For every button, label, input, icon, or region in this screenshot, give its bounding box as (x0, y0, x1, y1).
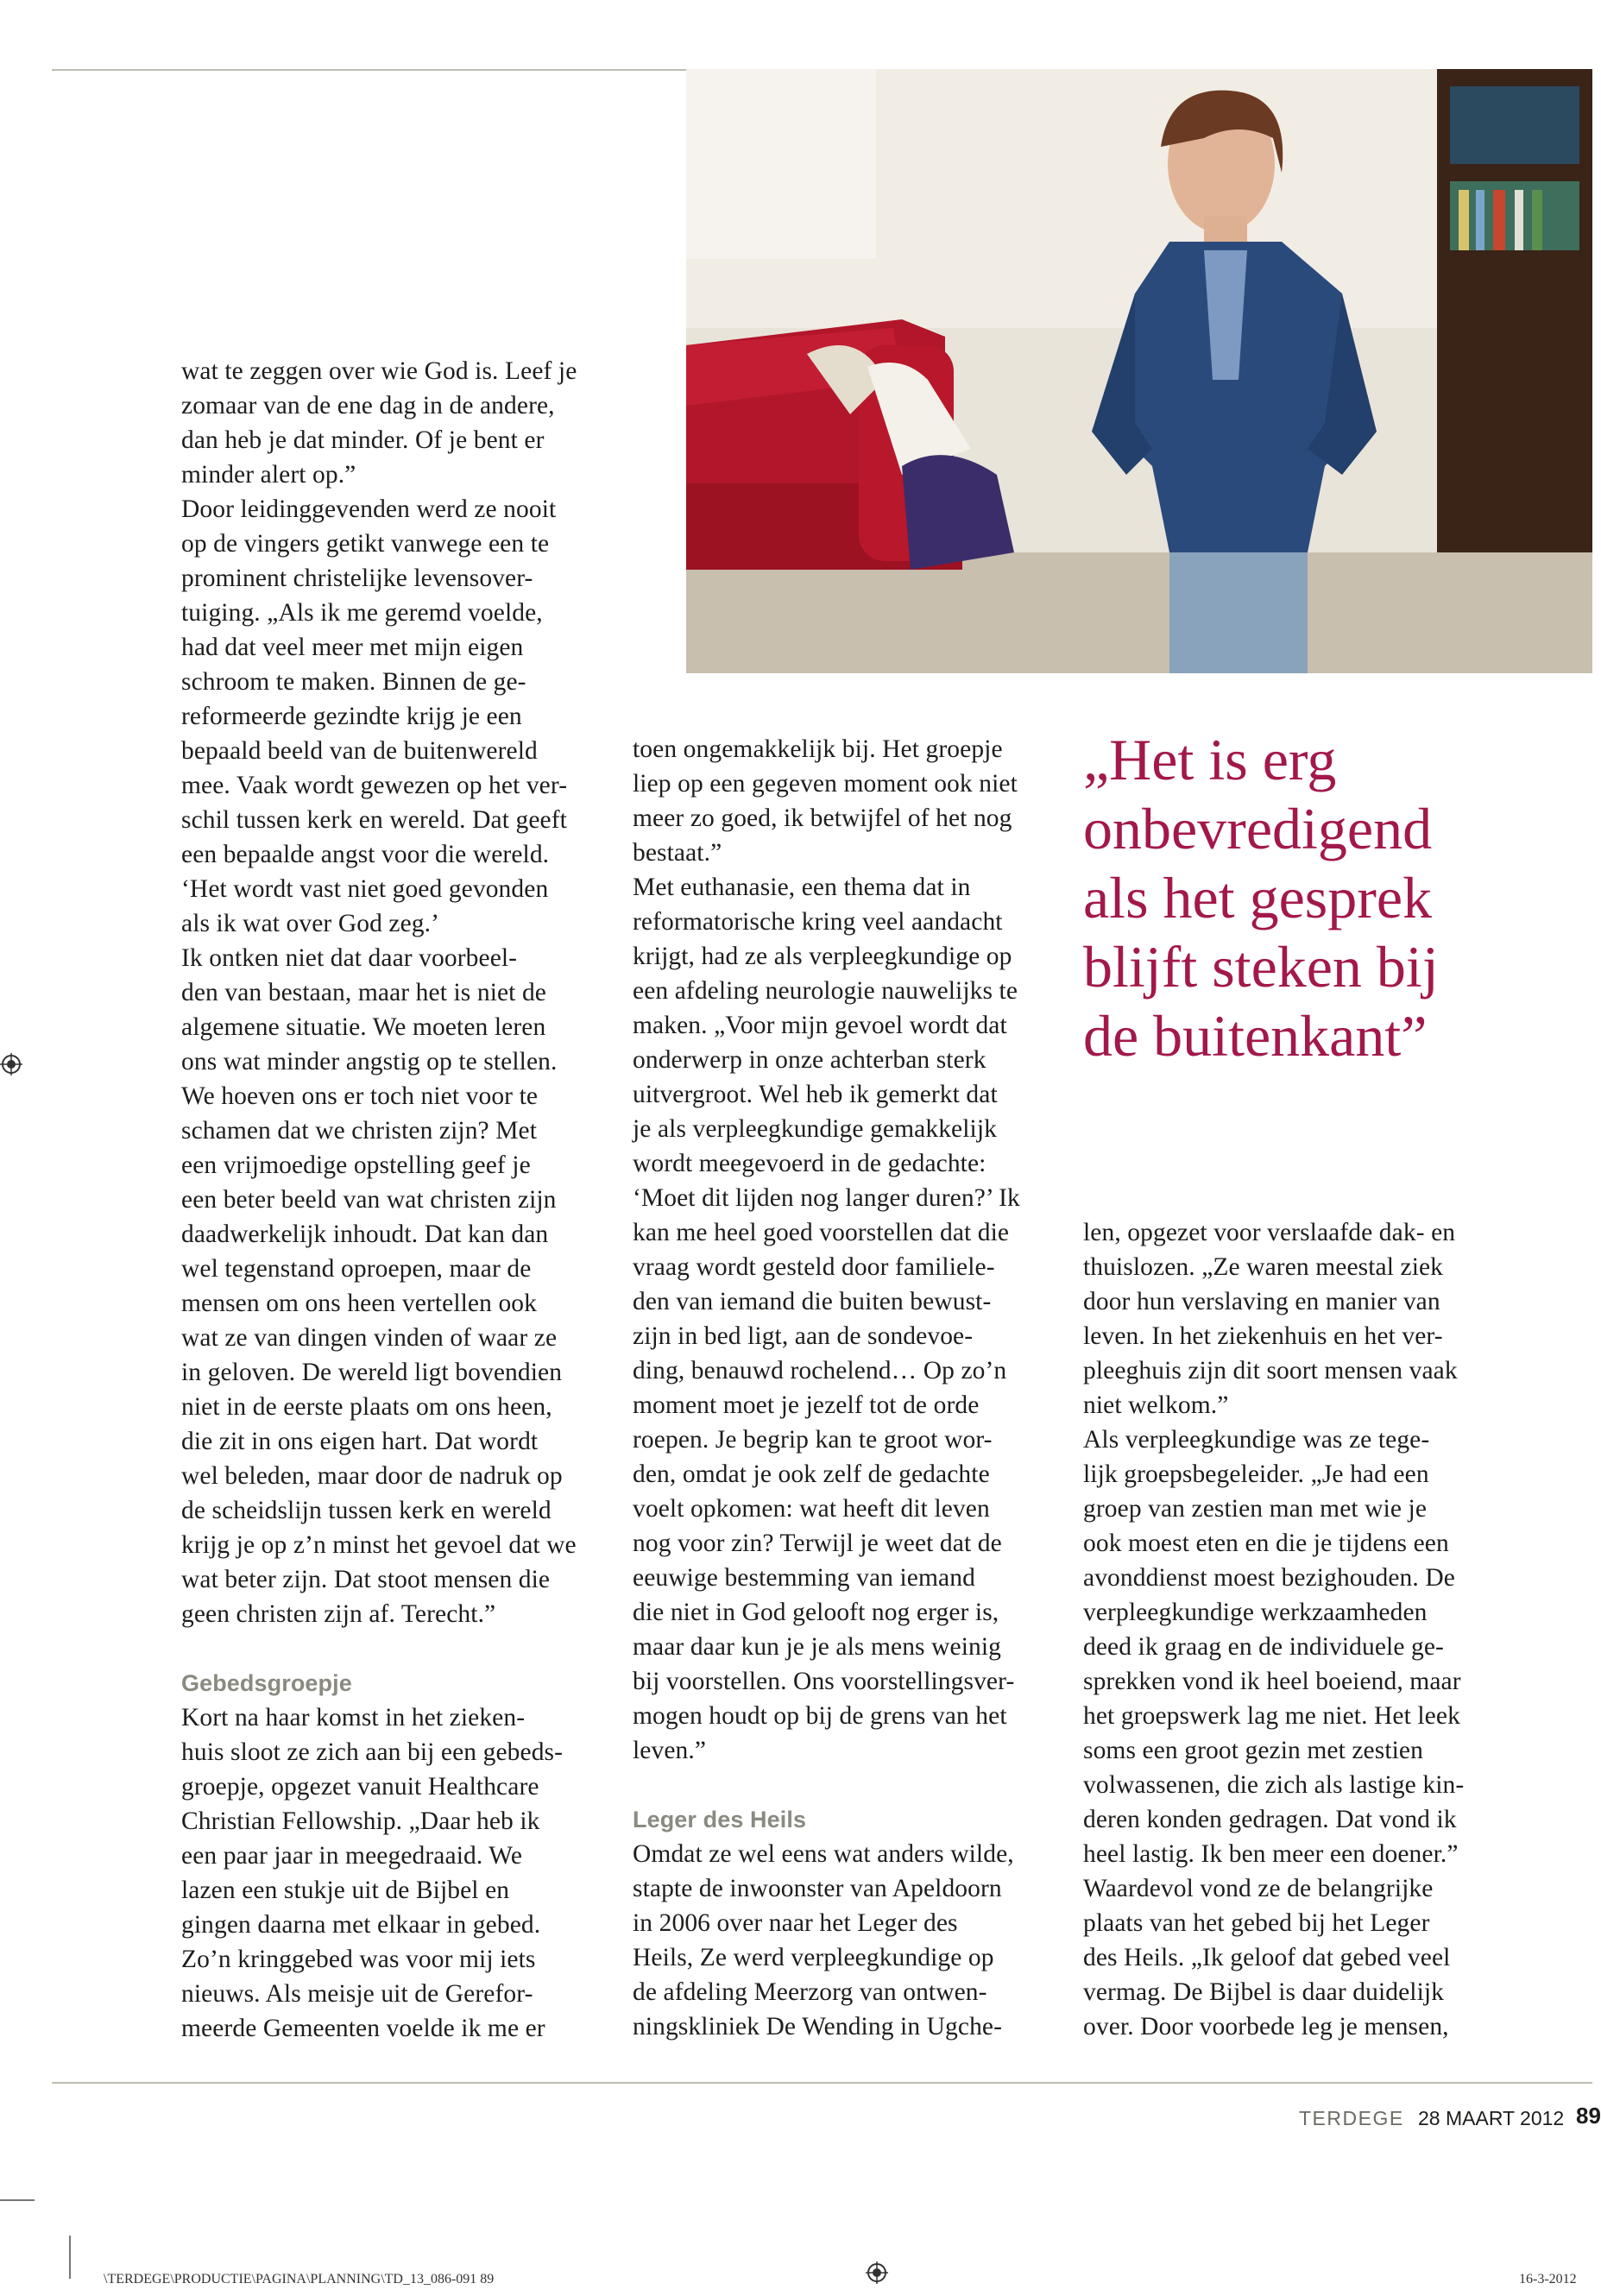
body-text-line: Als verpleegkundige was ze tege- (1083, 1426, 1430, 1454)
body-text-line: wel tegenstand oproepen, maar de (181, 1255, 532, 1283)
body-text-line: Omdat ze wel eens wat anders wilde, (633, 1840, 1014, 1868)
body-text-line: minder alert op.” (181, 461, 356, 489)
body-text-line: liep op een gegeven moment ook niet (633, 770, 1018, 798)
pull-quote (1083, 725, 1439, 1070)
body-text-line: len, opgezet voor verslaafde dak- en (1083, 1219, 1456, 1246)
body-text-line: ‘Moet dit lijden nog langer duren?’ Ik (633, 1184, 1020, 1212)
body-text-line: de scheidslijn tussen kerk en wereld (181, 1497, 552, 1524)
body-text-line: algemene situatie. We moeten leren (181, 1013, 546, 1041)
pull-quote-line: onbevredigend (1083, 796, 1433, 861)
body-text-line: het groepswerk lag me niet. Het leek (1083, 1702, 1460, 1730)
article-photo (686, 69, 1592, 673)
body-text-line: een vrijmoedige opstelling geef je (181, 1151, 531, 1179)
body-text-line: Zo’n kringgebed was voor mij iets (181, 1946, 536, 1973)
body-text-line: nieuws. Als meisje uit de Gerefor- (181, 1980, 533, 2008)
body-text-line: wordt meegevoerd in de gedachte: (633, 1150, 986, 1177)
body-text-line: krijg je op z’n minst het gevoel dat we (181, 1531, 577, 1559)
body-text-line: We hoeven ons er toch niet voor te (181, 1082, 539, 1110)
body-text-line: groep van zestien man met wie je (1083, 1495, 1428, 1523)
body-text-line: soms een groot gezin met zestien (1083, 1737, 1423, 1764)
body-text-line: zomaar van de ene dag in de andere, (181, 392, 555, 419)
body-text-line: door hun verslaving en manier van (1083, 1288, 1440, 1315)
pull-quote-line: „Het is erg (1083, 727, 1337, 792)
body-text-line: des Heils. „Ik geloof dat gebed veel (1083, 1944, 1451, 1971)
body-text-line: wat te zeggen over wie God is. Leef je (181, 357, 577, 385)
body-text-line: gingen daarna met elkaar in gebed. (181, 1911, 541, 1939)
pull-quote-line: als het gesprek (1083, 865, 1433, 930)
body-text-line: een bepaalde angst voor die wereld. (181, 841, 550, 868)
subheading-leger-des-heils: Leger des Heils (633, 1807, 807, 1832)
body-text-line: vermag. De Bijbel is daar duidelijk (1083, 1978, 1445, 2006)
body-text-line: een afdeling neurologie nauwelijks te (633, 977, 1018, 1005)
pull-quote-line: blijft steken bij (1083, 934, 1439, 1000)
body-text-line: ‘Het wordt vast niet goed gevonden (181, 875, 549, 903)
body-text-line: huis sloot ze zich aan bij een gebeds- (181, 1738, 564, 1766)
body-text-line: leven. In het ziekenhuis en het ver- (1083, 1322, 1443, 1350)
body-text-line: niet welkom.” (1083, 1391, 1229, 1419)
body-text-line: Met euthanasie, een thema dat in (633, 874, 971, 901)
body-text-line: de afdeling Meerzorg van ontwen- (633, 1978, 987, 2006)
body-text-line: Door leidinggevenden werd ze nooit (181, 495, 557, 523)
body-text-line: maken. „Voor mijn gevoel wordt dat (633, 1012, 1007, 1039)
body-text-line: reformatorische kring veel aandacht (633, 908, 1003, 936)
body-text-line: thuislozen. „Ze waren meestal ziek (1083, 1253, 1444, 1281)
body-text-line: stapte de inwoonster van Apeldoorn (633, 1875, 1002, 1902)
body-text-line: bepaald beeld van de buitenwereld (181, 737, 538, 765)
body-text-line: lazen een stukje uit de Bijbel en (181, 1877, 510, 1904)
body-text-line: Christian Fellowship. „Daar heb ik (181, 1807, 540, 1835)
body-text-line: geen christen zijn af. Terecht.” (181, 1600, 496, 1628)
registration-mark-icon (866, 2261, 888, 2284)
print-slug-path: \TERDEGE\PRODUCTIE\PAGINA\PLANNING\TD_13_086-091 89 (104, 2272, 495, 2287)
body-text-line: meerde Gemeenten voelde ik me er (181, 2015, 545, 2042)
body-text-line: vraag wordt gesteld door familiele- (633, 1253, 995, 1281)
body-text-line: niet in de eerste plaats om ons heen, (181, 1393, 552, 1421)
body-text-line: deren konden gedragen. Dat vond ik (1083, 1806, 1457, 1833)
body-text-line: wat beter zijn. Dat stoot mensen die (181, 1566, 551, 1593)
body-text-line: voelt opkomen: wat heeft dit leven (633, 1495, 990, 1523)
column-2 (633, 732, 1020, 2044)
body-text-line: bestaat.” (633, 839, 722, 867)
body-text-line: Waardevol vond ze de belangrijke (1083, 1875, 1434, 1902)
body-text-line: roepen. Je begrip kan te groot wor- (633, 1426, 993, 1454)
bottom-rule (52, 2082, 1592, 2084)
body-text-line: plaats van het gebed bij het Leger (1083, 1909, 1430, 1937)
body-text-line: ons wat minder angstig op te stellen. (181, 1048, 558, 1075)
body-text-line: Ik ontken niet dat daar voorbeel- (181, 944, 518, 972)
body-text-line: tuiging. „Als ik me geremd voelde, (181, 599, 543, 627)
subheading-gebedsgroepje: Gebedsgroepje (181, 1670, 352, 1696)
footer-date: 28 MAART 2012 (1418, 2107, 1565, 2129)
body-text-line: schamen dat we christen zijn? Met (181, 1117, 538, 1145)
body-text-line: volwassenen, die zich als lastige kin- (1083, 1771, 1465, 1799)
paragraph-gap (181, 1631, 577, 1666)
body-text-line: schil tussen kerk en wereld. Dat geeft (181, 806, 567, 834)
body-text-line: in geloven. De wereld ligt bovendien (181, 1359, 563, 1386)
body-text-line: zijn in bed ligt, aan de sondevoe- (633, 1322, 974, 1350)
body-text-line: reformeerde gezindte krijg je een (181, 703, 522, 730)
body-text-line: den, omdat je ook zelf de gedachte (633, 1460, 990, 1488)
body-text-line: had dat veel meer met mijn eigen (181, 634, 524, 661)
body-text-line: uitvergroot. Wel heb ik gemerkt dat (633, 1081, 998, 1108)
body-text-line: verpleegkundige werkzaamheden (1083, 1599, 1428, 1626)
body-text-line: nog voor zin? Terwijl je weet dat de (633, 1530, 1002, 1557)
crop-mark-icon (0, 2199, 35, 2201)
body-text-line: een paar jaar in meegedraaid. We (181, 1842, 523, 1870)
footer-page-number: 89 (1576, 2103, 1601, 2129)
body-text-line: deed ik graag en de individuele ge- (1083, 1633, 1444, 1661)
body-text-line: ningskliniek De Wending in Ugche- (633, 2013, 1003, 2041)
body-text-line: mensen om ons heen vertellen ook (181, 1290, 537, 1317)
body-text-line: een beter beeld van wat christen zijn (181, 1186, 557, 1214)
body-text-line: leven.” (633, 1737, 707, 1764)
body-text-line: je als verpleegkundige gemakkelijk (633, 1115, 997, 1143)
column-1 (181, 354, 577, 2046)
body-text-line: wel beleden, maar door de nadruk op (181, 1462, 563, 1490)
body-text-line: op de vingers getikt vanwege een te (181, 530, 550, 558)
body-text-line: als ik wat over God zeg.’ (181, 910, 440, 937)
body-text-line: avonddienst moest bezighouden. De (1083, 1564, 1455, 1592)
body-text-line: onderwerp in onze achterban sterk (633, 1046, 986, 1074)
body-text-line: den van iemand die buiten bewust- (633, 1288, 992, 1315)
body-text-line: pleeghuis zijn dit soort mensen vaak (1083, 1357, 1458, 1385)
body-text-line: krijgt, had ze als verpleegkundige op (633, 943, 1012, 970)
body-text-line: over. Door voorbede leg je mensen, (1083, 2013, 1449, 2041)
registration-mark-icon (0, 1053, 22, 1075)
body-text-line: bij voorstellen. Ons voorstellingsver- (633, 1668, 1015, 1695)
body-text-line: moment moet je jezelf tot de orde (633, 1391, 980, 1419)
paragraph-gap (633, 1768, 1020, 1802)
body-text-line: den van bestaan, maar het is niet de (181, 979, 546, 1006)
body-text-line: Heils, Ze werd verpleegkundige op (633, 1944, 994, 1971)
body-text-line: dan heb je dat minder. Of je bent er (181, 426, 545, 454)
body-text-line: Kort na haar komst in het zieken- (181, 1704, 526, 1731)
body-text-line: mee. Vaak wordt gewezen op het ver- (181, 772, 568, 799)
column-3 (1083, 1215, 1464, 2044)
body-text-line: mogen houdt op bij de grens van het (633, 1702, 1007, 1730)
body-text-line: groepje, opgezet vanuit Healthcare (181, 1773, 539, 1801)
body-text-line: maar daar kun je je als mens weinig (633, 1633, 1002, 1661)
body-text-line: ding, benauwd rochelend… Op zo’n (633, 1357, 1007, 1385)
footer-magazine-name: TERDEGE (1299, 2107, 1404, 2129)
pull-quote-line: de buitenkant” (1083, 1003, 1428, 1069)
body-text-line: wat ze van dingen vinden of waar ze (181, 1324, 558, 1352)
body-text-line: meer zo goed, ik betwijfel of het nog (633, 804, 1012, 832)
photo-illustration (686, 69, 1592, 673)
body-text-line: die niet in God gelooft nog erger is, (633, 1599, 999, 1626)
body-text-line: sprekken vond ik heel boeiend, maar (1083, 1668, 1461, 1695)
body-text-line: eeuwige bestemming van iemand (633, 1564, 975, 1592)
body-text-line: lijk groepsbegeleider. „Je had een (1083, 1460, 1429, 1488)
body-text-line: heel lastig. Ik ben meer een doener.” (1083, 1840, 1459, 1868)
body-text-line: in 2006 over naar het Leger des (633, 1909, 958, 1937)
body-text-line: toen ongemakkelijk bij. Het groepje (633, 735, 1003, 763)
body-text-line: daadwerkelijk inhoudt. Dat kan dan (181, 1221, 549, 1248)
body-text-line: schroom te maken. Binnen de ge- (181, 668, 526, 696)
body-text-line: kan me heel goed voorstellen dat die (633, 1219, 1010, 1246)
body-text-line: ook moest eten en die je tijdens een (1083, 1530, 1449, 1557)
crop-mark-icon (69, 2236, 71, 2279)
body-text-line: die zit in ons eigen hart. Dat wordt (181, 1428, 539, 1455)
print-slug-date: 16-3-2012 (1519, 2272, 1577, 2287)
body-text-line: prominent christelijke levensover- (181, 565, 533, 592)
